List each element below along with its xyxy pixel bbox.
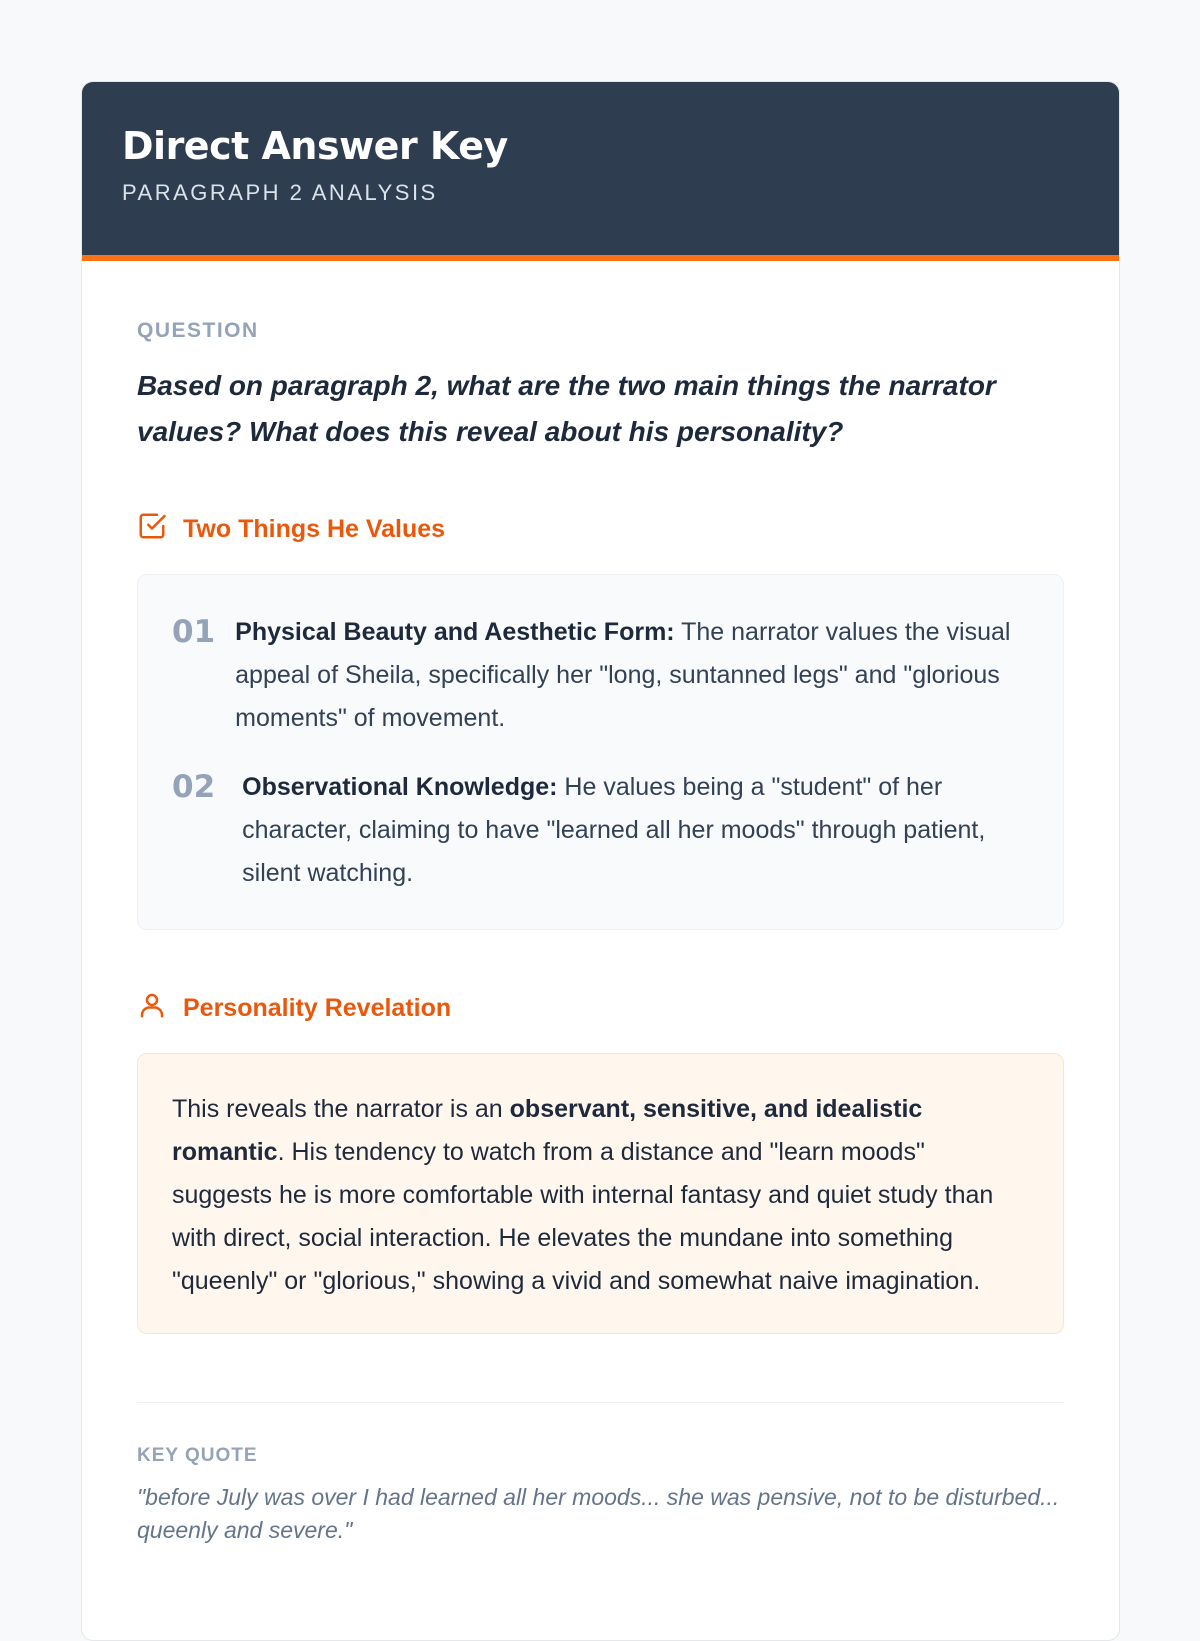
key-quote-label: KEY QUOTE [137, 1445, 258, 1466]
personality-revelation-box [137, 1053, 1064, 1334]
revelation-emphasis: observant, sensitive, and idealistic romantic [172, 1095, 923, 1166]
personality-heading-label: Personality Revelation [183, 994, 452, 1022]
item-text: He values being a "student" of her character, claiming to have "learned all her moods" through patient, silent watching. [242, 773, 986, 887]
question-label: QUESTION [137, 319, 259, 342]
values-section-heading [137, 511, 1064, 548]
item-title: Observational Knowledge: [242, 773, 558, 801]
list-item [172, 611, 1029, 740]
item-text: The narrator values the visual appeal of Sheila, specifically her "long, suntanned legs" and "glorious moments" of movement. [235, 618, 1011, 732]
values-list [137, 574, 1064, 930]
page-title: Direct Answer Key [122, 124, 508, 168]
revelation-intro: This reveals the narrator is an [172, 1095, 510, 1123]
item-number: 01 [172, 614, 216, 650]
user-icon [137, 990, 167, 1027]
values-heading-label: Two Things He Values [183, 515, 446, 543]
question-text: Based on paragraph 2, what are the two main things the narrator values? What does this reveal about his personality? [137, 370, 996, 447]
item-content [242, 766, 1029, 895]
list-item [172, 766, 1029, 895]
key-quote-text: "before July was over I had learned all her moods... she was pensive, not to be disturbed... queenly and severe." [137, 1484, 1060, 1543]
divider [137, 1402, 1064, 1403]
personality-section-heading [137, 990, 1064, 1027]
card-body [82, 261, 1119, 1547]
page-subtitle: PARAGRAPH 2 ANALYSIS [122, 179, 438, 205]
item-content [235, 611, 1029, 740]
item-title: Physical Beauty and Aesthetic Form: [235, 618, 675, 646]
item-number: 02 [172, 769, 216, 805]
revelation-rest: . His tendency to watch from a distance and "learn moods" suggests he is more comfortable with internal fantasy and quiet study than with direct, social interaction. He elevates the mundane into something "queenly" or "glorious," showing a vivid and somewhat naive imagination. [172, 1138, 994, 1295]
checkbox-icon [137, 511, 167, 548]
card-header [82, 82, 1119, 261]
answer-key-card [81, 81, 1120, 1641]
